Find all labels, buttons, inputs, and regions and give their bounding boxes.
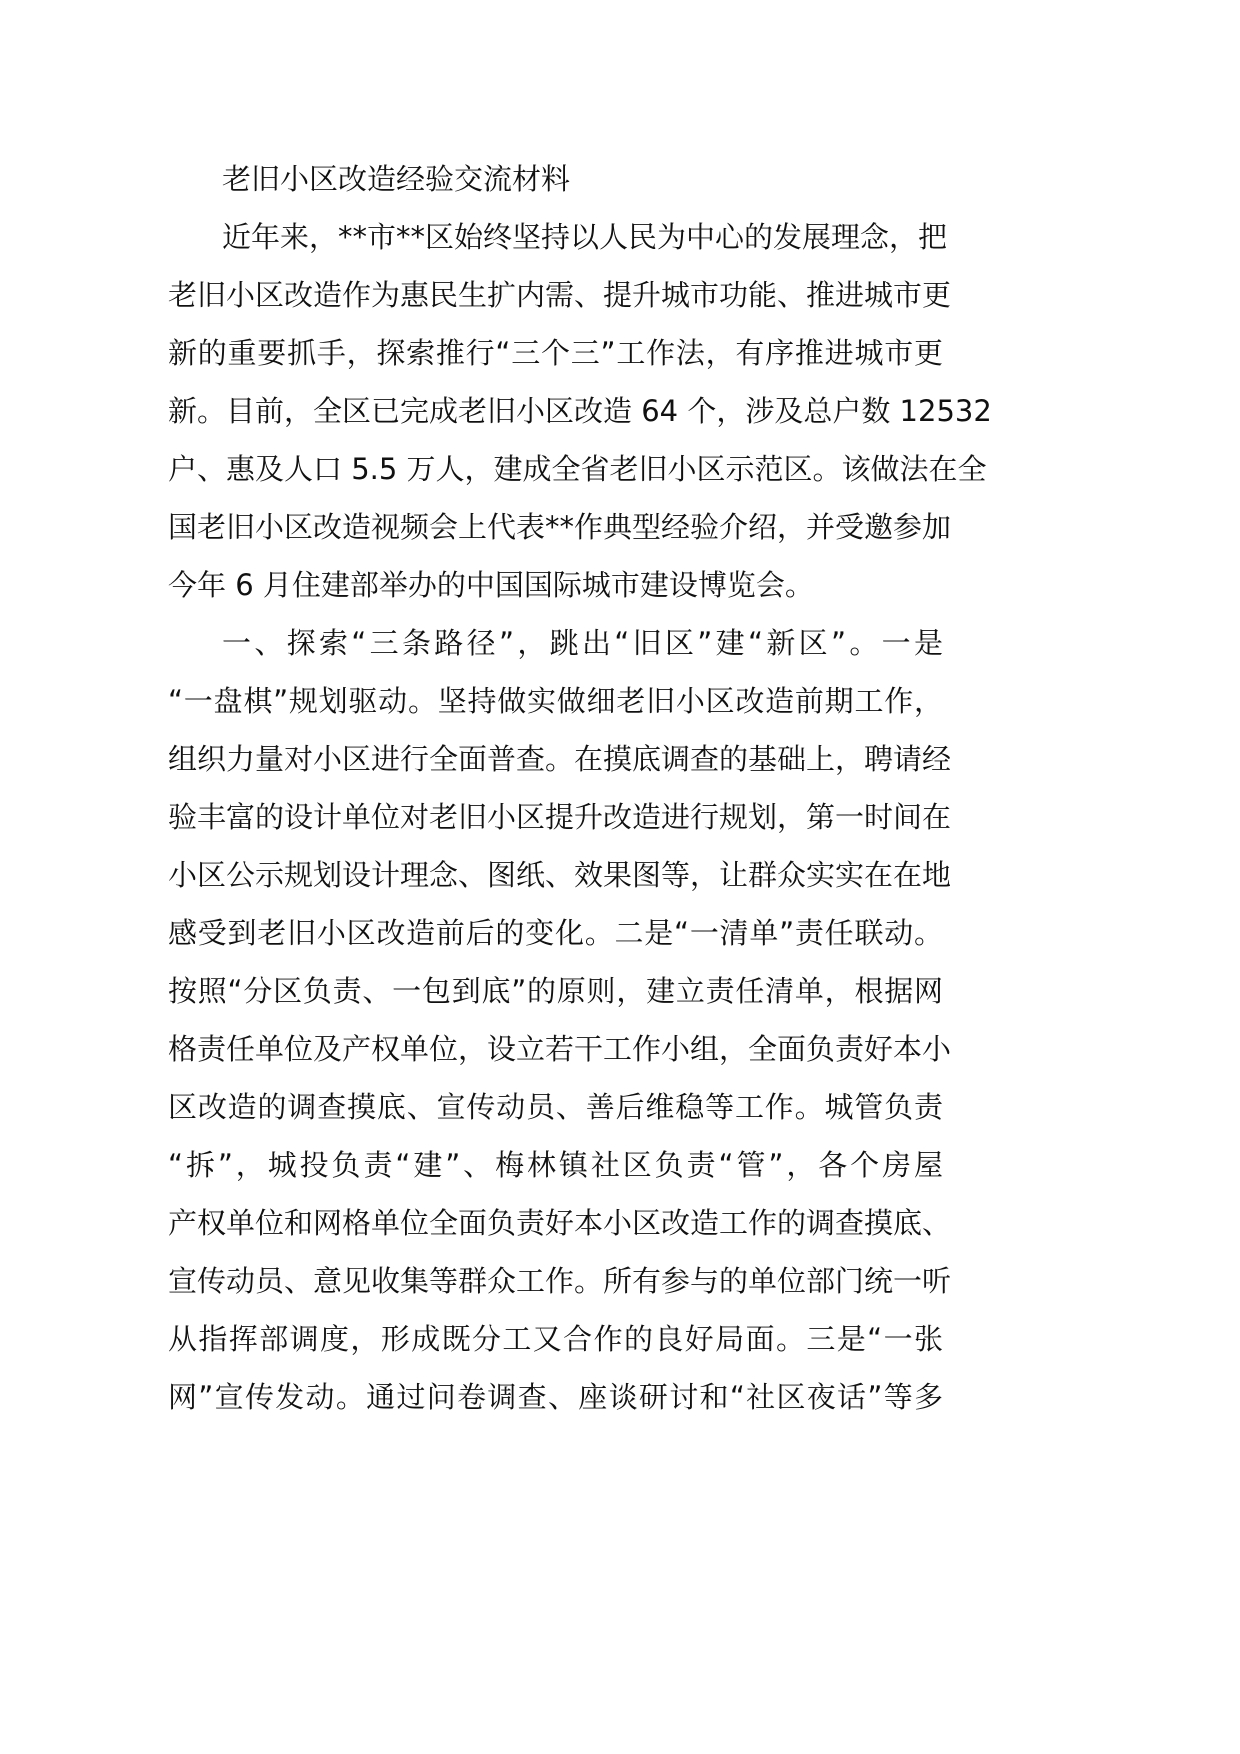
paragraph-line: 产权单位和网格单位全面负责好本小区改造工作的调查摸底、 bbox=[168, 1206, 952, 1240]
paragraph-line: 从指挥部调度，形成既分工又合作的良好局面。三是“一张 bbox=[168, 1322, 943, 1356]
paragraph-section-one bbox=[168, 614, 952, 1426]
paragraph-line: 感受到老旧小区改造前后的变化。二是“一清单”责任联动。 bbox=[168, 916, 943, 950]
paragraph-line: 国老旧小区改造视频会上代表**作典型经验介绍，并受邀参加 bbox=[168, 510, 952, 544]
document-title: 老旧小区改造经验交流材料 bbox=[222, 162, 571, 196]
paragraph-line: 验丰富的设计单位对老旧小区提升改造进行规划，第一时间在 bbox=[168, 800, 952, 834]
paragraph-line: “拆”，城投负责“建”、梅林镇社区负责“管”，各个房屋 bbox=[168, 1148, 943, 1182]
paragraph-line: 宣传动员、意见收集等群众工作。所有参与的单位部门统一听 bbox=[168, 1264, 952, 1298]
paragraph-intro bbox=[168, 208, 992, 614]
paragraph-line: 格责任单位及产权单位，设立若干工作小组，全面负责好本小 bbox=[168, 1032, 952, 1066]
paragraph-line: 今年 6 月住建部举办的中国国际城市建设博览会。 bbox=[168, 568, 814, 602]
document-body bbox=[168, 150, 992, 1426]
paragraph-line: 按照“分区负责、一包到底”的原则，建立责任清单，根据网 bbox=[168, 974, 943, 1008]
paragraph-line: 一、探索“三条路径”，跳出“旧区”建“新区”。一是 bbox=[222, 626, 943, 660]
paragraph-line: “一盘棋”规划驱动。坚持做实做细老旧小区改造前期工作， bbox=[168, 684, 943, 718]
paragraph-line: 户、惠及人口 5.5 万人，建成全省老旧小区示范区。该做法在全 bbox=[168, 452, 987, 486]
paragraph-line: 老旧小区改造作为惠民生扩内需、提升城市功能、推进城市更 bbox=[168, 278, 952, 312]
paragraph-line: 小区公示规划设计理念、图纸、效果图等，让群众实实在在地 bbox=[168, 858, 952, 892]
paragraph-line: 新的重要抓手，探索推行“三个三”工作法，有序推进城市更 bbox=[168, 336, 943, 370]
paragraph-line: 区改造的调查摸底、宣传动员、善后维稳等工作。城管负责 bbox=[168, 1090, 943, 1124]
paragraph-line: 网”宣传发动。通过问卷调查、座谈研讨和“社区夜话”等多 bbox=[168, 1380, 943, 1414]
paragraph-line: 新。目前，全区已完成老旧小区改造 64 个，涉及总户数 12532 bbox=[168, 394, 992, 428]
paragraph-line: 组织力量对小区进行全面普查。在摸底调查的基础上，聘请经 bbox=[168, 742, 952, 776]
paragraph-line: 近年来，**市**区始终坚持以人民为中心的发展理念，把 bbox=[222, 220, 948, 254]
